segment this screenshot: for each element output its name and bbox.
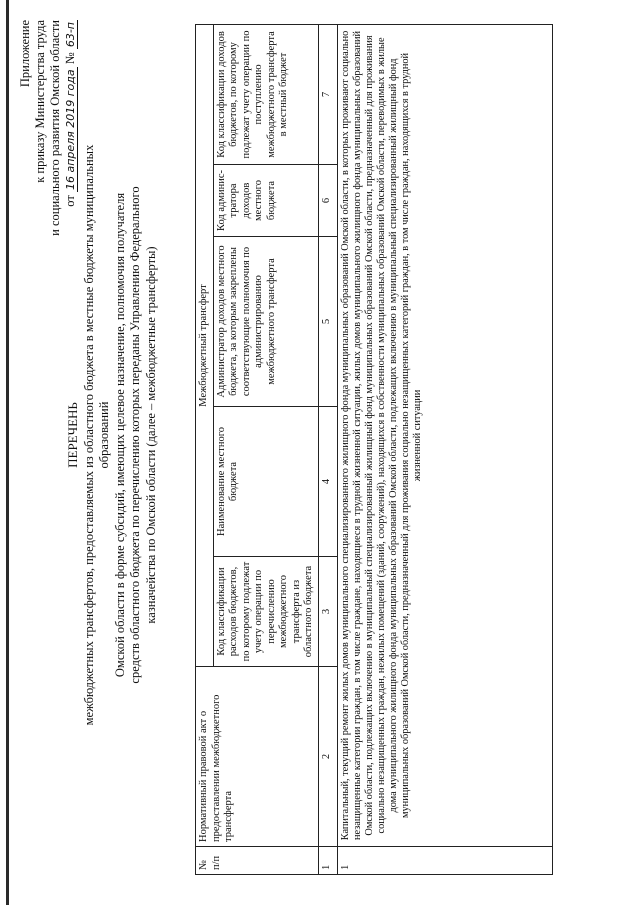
title-line-3: средств областного бюджета по перечислению которых переданы Управлению Федерального <box>128 186 142 684</box>
handwritten-number: 63-п <box>64 22 77 48</box>
document-title-block <box>65 125 159 745</box>
transfers-table <box>195 24 553 875</box>
header-number: № п/п <box>196 847 319 875</box>
column-number-4: 4 <box>318 407 337 557</box>
appendix-line-2: к приказу Министерства труда <box>33 20 47 183</box>
title-line-4: казначейства по Омской области (далее – межбюджетные трансферты) <box>143 246 158 624</box>
column-number-1: 1 <box>318 847 337 875</box>
table-number-row <box>318 24 337 874</box>
appendix-line-1: Приложение <box>18 20 32 88</box>
column-number-2: 2 <box>318 667 337 847</box>
document-heading: ПЕРЕЧЕНЬ <box>65 402 80 468</box>
title-line-1: межбюджетных трансфертов, предоставляемых из областного бюджета в местные бюджеты муниципальных образований <box>81 144 111 726</box>
header-local-budget: Наименование местного бюджета <box>213 407 318 557</box>
column-number-3: 3 <box>318 557 337 667</box>
column-number-6: 6 <box>318 165 337 237</box>
section-description: Капитальный, текущий ремонт жилых домов муниципального специализированного жилищного фонда муниципальных образований Омской области, в которых проживают социально незащищенные категории граждан, в том числе граждане, находящиеся в трудной жизненной ситуации, жилых домов муниципального жилищного фонда муниципальных образований Омской области, подлежащих включению в муниципальный специализированный жилищный фонд муниципальных образований Омской области, предназначенный для проживания социально незащищенных граждан, нежилых помещений (зданий, сооружений), находящихся в собственности муниципальных образований Омской области, переводимых в жилые дома муниципального жилищного фонда муниципальных образований Омской области, подлежащих включению в муниципальный специализированный жилищный фонд муниципальных образований Омской области, предназначенный для проживания социально незащищенных категорий граждан, в том числе граждан, находящихся в трудной жизненной ситуации <box>337 24 552 846</box>
column-number-5: 5 <box>318 237 337 407</box>
column-number-7: 7 <box>318 24 337 164</box>
header-admin-code: Код админис-тратора доходов местного бюджета <box>213 165 318 237</box>
title-line-2: Омской области в форме субсидий, имеющих целевое назначение, полномочия получателя <box>112 192 127 678</box>
handwritten-date: 16 апреля 2019 года <box>64 69 77 191</box>
header-expense-code: Код классификации расходов бюджетов, по которому подлежат учету операции по перечислению межбюджетного трансферта из областного бюджета <box>213 557 318 667</box>
header-legal-act: Нормативный правовой акт о предоставлении межбюджетного трансферта <box>196 667 319 847</box>
header-revenue-code: Код классификации доходов бюджетов, по которому подлежат учету операции по поступлению межбюджетного трансферта в местный бюджет <box>213 24 318 164</box>
table-header-row-1 <box>196 24 214 874</box>
table-row <box>337 24 552 874</box>
appendix-line-3: и социального развития Омской области <box>48 20 62 236</box>
header-revenue-admin: Администратор доходов местного бюджета, за которым закреплены соответствующие полномочия по администрированию межбюджетного трансферта <box>213 237 318 407</box>
section-number: 1 <box>337 847 552 875</box>
appendix-from-prefix: от <box>63 195 77 207</box>
header-transfer-group: Межбюджетный трансферт <box>196 24 214 666</box>
appendix-number-label: № <box>63 52 77 65</box>
